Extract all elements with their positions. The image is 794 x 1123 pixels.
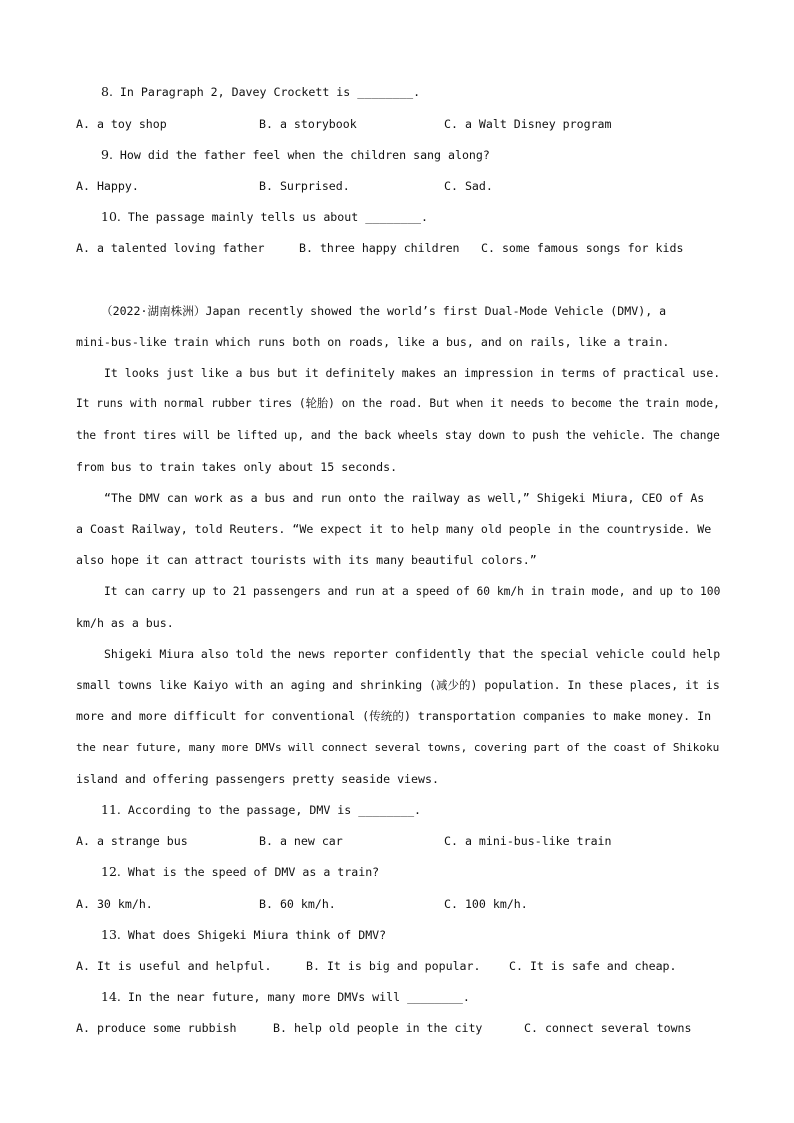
passage-line-7: “The DMV can work as a bus and run onto the railway as well,” Shigeki Miura, CEO of As xyxy=(104,491,705,505)
option-12a: A. 30 km/h. xyxy=(76,897,153,911)
question-9 xyxy=(101,147,490,163)
question-number: 11. xyxy=(101,802,121,817)
question-10 xyxy=(101,209,428,225)
passage-line-1: （2022·湖南株洲）Japan recently showed the world’s first Dual-Mode Vehicle (DMV), a xyxy=(101,304,667,318)
question-11 xyxy=(101,802,421,818)
option-14a: A. produce some rubbish xyxy=(76,1021,237,1035)
question-14 xyxy=(101,989,470,1005)
passage-line-10: It can carry up to 21 passengers and run at a speed of 60 km/h in train mode, and up to 100 xyxy=(104,585,721,598)
passage-line-4: It runs with normal rubber tires (轮胎) on the road. But when it needs to become the train mode, xyxy=(76,397,720,410)
passage-line-8: a Coast Railway, told Reuters. “We expect it to help many old people in the countryside. We xyxy=(76,522,712,536)
option-14c: C. connect several towns xyxy=(524,1021,692,1035)
question-8 xyxy=(101,84,420,100)
passage-line-9: also hope it can attract tourists with its many beautiful colors.” xyxy=(76,553,537,567)
option-13c: C. It is safe and cheap. xyxy=(509,959,677,973)
question-number: 14. xyxy=(101,989,121,1004)
option-10b: B. three happy children xyxy=(299,241,460,255)
question-stem: In Paragraph 2, Davey Crockett is ________. xyxy=(119,85,421,99)
option-11c: C. a mini-bus-like train xyxy=(444,834,612,848)
option-11a: A. a strange bus xyxy=(76,834,188,848)
option-14b: B. help old people in the city xyxy=(273,1021,483,1035)
question-13 xyxy=(101,927,386,943)
option-12c: C. 100 km/h. xyxy=(444,897,528,911)
passage-line-6: from bus to train takes only about 15 seconds. xyxy=(76,460,398,474)
passage-line-3: It looks just like a bus but it definitely makes an impression in terms of practical use. xyxy=(104,366,721,380)
passage-line-16: island and offering passengers pretty seaside views. xyxy=(76,772,439,786)
option-11b: B. a new car xyxy=(259,834,343,848)
question-number: 10. xyxy=(101,209,121,224)
question-number: 12. xyxy=(101,864,121,879)
passage-line-12: Shigeki Miura also told the news reporter confidently that the special vehicle could help xyxy=(104,647,721,661)
option-12b: B. 60 km/h. xyxy=(259,897,336,911)
option-13b: B. It is big and popular. xyxy=(306,959,481,973)
question-12 xyxy=(101,864,379,880)
option-8a: A. a toy shop xyxy=(76,117,167,131)
option-9a: A. Happy. xyxy=(76,179,139,193)
question-stem: What is the speed of DMV as a train? xyxy=(127,865,380,879)
question-stem: What does Shigeki Miura think of DMV? xyxy=(127,928,387,942)
option-10a: A. a talented loving father xyxy=(76,241,265,255)
question-stem: According to the passage, DMV is ________. xyxy=(127,803,422,817)
option-8c: C. a Walt Disney program xyxy=(444,117,612,131)
option-9b: B. Surprised. xyxy=(259,179,350,193)
question-stem: In the near future, many more DMVs will ________. xyxy=(127,990,470,1004)
question-number: 13. xyxy=(101,927,121,942)
option-10c: C. some famous songs for kids xyxy=(481,241,684,255)
passage-line-15: the near future, many more DMVs will connect several towns, covering part of the coast of Shikoku xyxy=(76,741,720,754)
question-number: 8. xyxy=(101,84,113,99)
question-number: 9. xyxy=(101,147,113,162)
option-9c: C. Sad. xyxy=(444,179,493,193)
passage-line-14: more and more difficult for conventional (传统的) transportation companies to make money. In xyxy=(76,709,712,723)
question-stem: The passage mainly tells us about ________. xyxy=(127,210,429,224)
question-stem: How did the father feel when the children sang along? xyxy=(119,148,490,162)
passage-line-13: small towns like Kaiyo with an aging and shrinking (减少的) population. In these places, it is xyxy=(76,678,720,692)
passage-line-11: km/h as a bus. xyxy=(76,616,174,630)
option-8b: B. a storybook xyxy=(259,117,357,131)
passage-line-2: mini-bus-like train which runs both on roads, like a bus, and on rails, like a train. xyxy=(76,335,670,349)
passage-line-5: the front tires will be lifted up, and the back wheels stay down to push the vehicle. The change xyxy=(76,429,720,442)
option-13a: A. It is useful and helpful. xyxy=(76,959,272,973)
